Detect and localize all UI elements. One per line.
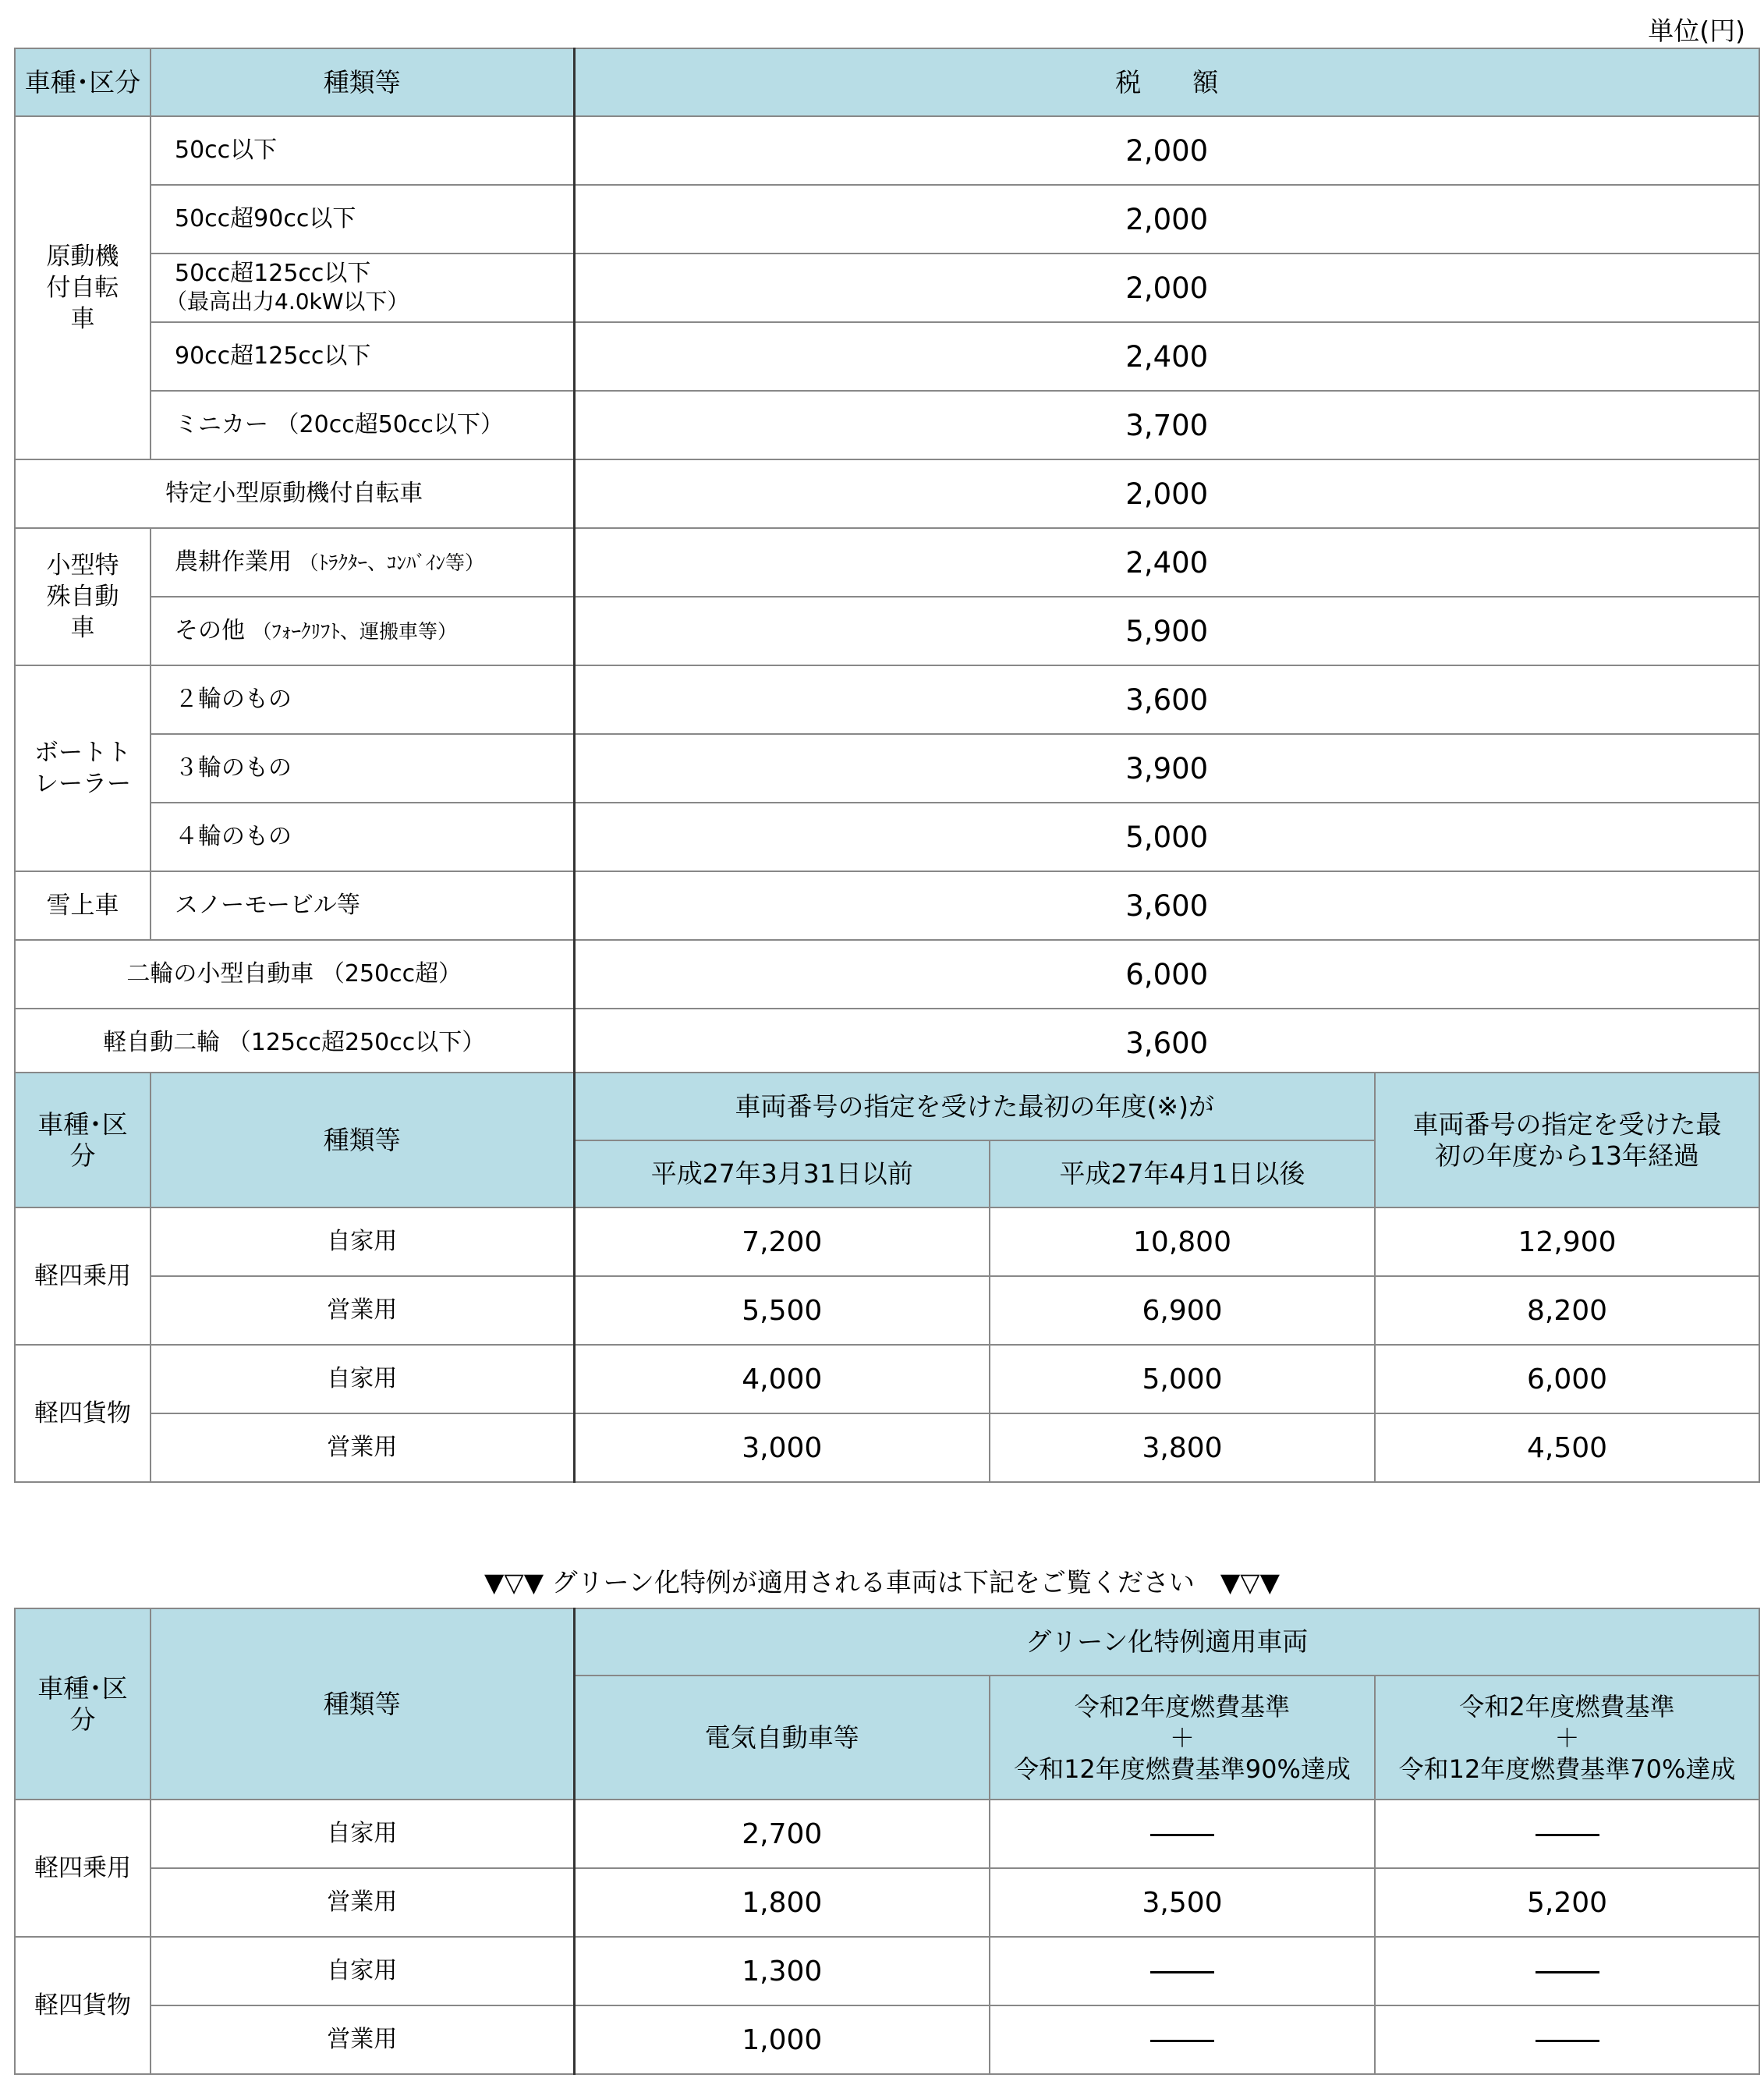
value-before: 4,000 <box>574 1345 990 1413</box>
value-c70 <box>1375 1800 1759 1868</box>
row-type-note: （最高出力4.0kW以下） <box>165 289 409 314</box>
value-over13: 12,900 <box>1375 1207 1759 1276</box>
group-cargo: 軽四貨物 <box>15 1345 151 1482</box>
value-ev: 1,300 <box>574 1937 990 2005</box>
value-c90 <box>990 2005 1375 2074</box>
table-row <box>15 803 1759 871</box>
group-cargo: 軽四貨物 <box>15 1937 151 2074</box>
row-value: 2,000 <box>574 116 1759 185</box>
row-type: 営業用 <box>151 1868 574 1937</box>
value-over13: 6,000 <box>1375 1345 1759 1413</box>
row-type: スノーモービル等 <box>151 871 574 940</box>
row-type: 特定小型原動機付自転車 <box>15 459 574 528</box>
group-special: 小型特殊自動車 <box>15 528 151 665</box>
row-value: 2,000 <box>574 254 1759 322</box>
header-tax: 税 額 <box>574 48 1759 116</box>
row-value: 2,400 <box>574 322 1759 391</box>
row-type: 50cc以下 <box>151 116 574 185</box>
group-passenger: 軽四乗用 <box>15 1207 151 1345</box>
table-row <box>15 322 1759 391</box>
row-type: 営業用 <box>151 2005 574 2074</box>
row-type: 90cc超125cc以下 <box>151 322 574 391</box>
group-passenger: 軽四乗用 <box>15 1800 151 1937</box>
row-value: 2,000 <box>574 185 1759 254</box>
dash-mark <box>1150 2040 1214 2042</box>
value-c90: 3,500 <box>990 1868 1375 1937</box>
row-value: 5,000 <box>574 803 1759 871</box>
row-value: 2,400 <box>574 528 1759 597</box>
value-ev: 2,700 <box>574 1800 990 1868</box>
row-type: ２輪のもの <box>151 665 574 734</box>
dash-mark <box>1150 1971 1214 1973</box>
table-row <box>15 1345 1759 1413</box>
row-value: 5,900 <box>574 597 1759 665</box>
table-row <box>15 459 1759 528</box>
table-row <box>15 1413 1759 1482</box>
header-ev: 電気自動車等 <box>574 1676 990 1800</box>
row-type <box>151 254 574 322</box>
table-row <box>15 1207 1759 1276</box>
row-value: 3,600 <box>574 871 1759 940</box>
value-c90 <box>990 1800 1375 1868</box>
header-col90: 令和2年度燃費基準 ＋ 令和12年度燃費基準90%達成 <box>990 1676 1375 1800</box>
table-header-row <box>15 1073 1759 1140</box>
value-c90 <box>990 1937 1375 2005</box>
value-ev: 1,800 <box>574 1868 990 1937</box>
row-type: 自家用 <box>151 1800 574 1868</box>
header-category: 車種･区分 <box>15 1608 151 1800</box>
row-value: 2,000 <box>574 459 1759 528</box>
row-type: ３輪のもの <box>151 734 574 803</box>
row-type: ４輪のもの <box>151 803 574 871</box>
table-row <box>15 2005 1759 2074</box>
header-before: 平成27年3月31日以前 <box>574 1140 990 1207</box>
dash-mark <box>1536 1834 1599 1836</box>
table-row <box>15 528 1759 597</box>
table-row <box>15 391 1759 459</box>
table-row <box>15 871 1759 940</box>
table-header-row <box>15 48 1759 116</box>
tax-table-kei-cars <box>14 1072 1760 1483</box>
row-value: 3,700 <box>574 391 1759 459</box>
row-type: 自家用 <box>151 1345 574 1413</box>
row-type: 50cc超90cc以下 <box>151 185 574 254</box>
header-category: 車種･区分 <box>15 48 151 116</box>
value-after: 5,000 <box>990 1345 1375 1413</box>
value-before: 5,500 <box>574 1276 990 1345</box>
row-type: 営業用 <box>151 1276 574 1345</box>
table-header-row <box>15 1608 1759 1676</box>
header-first-year: 車両番号の指定を受けた最初の年度(※)が <box>574 1073 1375 1140</box>
header-green: グリーン化特例適用車両 <box>574 1608 1759 1676</box>
value-before: 3,000 <box>574 1413 990 1482</box>
header-col70: 令和2年度燃費基準 ＋ 令和12年度燃費基準70%達成 <box>1375 1676 1759 1800</box>
row-type: 営業用 <box>151 1413 574 1482</box>
dash-mark <box>1536 1971 1599 1973</box>
table-row <box>15 116 1759 185</box>
table-row <box>15 185 1759 254</box>
table-row <box>15 940 1759 1009</box>
table-row <box>15 665 1759 734</box>
value-after: 3,800 <box>990 1413 1375 1482</box>
table-row <box>15 1868 1759 1937</box>
table-row <box>15 1937 1759 2005</box>
row-value: 3,600 <box>574 665 1759 734</box>
table-row <box>15 734 1759 803</box>
row-type: 軽自動二輪 （125cc超250cc以下） <box>15 1009 574 1077</box>
group-snow: 雪上車 <box>15 871 151 940</box>
value-before: 7,200 <box>574 1207 990 1276</box>
dash-mark <box>1536 2040 1599 2042</box>
group-moped: 原動機付自転車 <box>15 116 151 459</box>
table-row <box>15 1800 1759 1868</box>
value-ev: 1,000 <box>574 2005 990 2074</box>
row-value: 3,600 <box>574 1009 1759 1077</box>
value-over13: 8,200 <box>1375 1276 1759 1345</box>
green-notice: ▼▽▼ グリーン化特例が適用される車両は下記をご覧ください ▼▽▼ <box>484 1567 1280 1598</box>
tax-table-motorcycles <box>14 48 1760 1078</box>
row-type: ミニカー （20cc超50cc以下） <box>151 391 574 459</box>
header-after: 平成27年4月1日以後 <box>990 1140 1375 1207</box>
value-after: 10,800 <box>990 1207 1375 1276</box>
row-type: 自家用 <box>151 1937 574 2005</box>
row-type: 二輪の小型自動車 （250cc超） <box>15 940 574 1009</box>
header-type: 種類等 <box>151 48 574 116</box>
header-type: 種類等 <box>151 1608 574 1800</box>
row-value: 3,900 <box>574 734 1759 803</box>
value-over13: 4,500 <box>1375 1413 1759 1482</box>
dash-mark <box>1150 1834 1214 1836</box>
header-over13: 車両番号の指定を受けた最初の年度から13年経過 <box>1375 1073 1759 1207</box>
value-c70 <box>1375 1937 1759 2005</box>
table-row <box>15 1009 1759 1077</box>
row-type: その他 （ﾌｫｰｸﾘﾌﾄ、運搬車等） <box>151 597 574 665</box>
group-boat: ボートトレーラー <box>15 665 151 871</box>
value-after: 6,900 <box>990 1276 1375 1345</box>
table-row <box>15 254 1759 322</box>
tax-table-green <box>14 1608 1760 2075</box>
value-c70 <box>1375 2005 1759 2074</box>
row-type: 自家用 <box>151 1207 574 1276</box>
value-c70: 5,200 <box>1375 1868 1759 1937</box>
row-type-main: 50cc超125cc以下 <box>175 260 371 287</box>
unit-label: 単位(円) <box>1648 16 1745 46</box>
table-row <box>15 1276 1759 1345</box>
table-row <box>15 597 1759 665</box>
header-category: 車種･区分 <box>15 1073 151 1207</box>
header-type: 種類等 <box>151 1073 574 1207</box>
row-type: 農耕作業用 （ﾄﾗｸﾀｰ、ｺﾝﾊﾞｲﾝ等） <box>151 528 574 597</box>
row-value: 6,000 <box>574 940 1759 1009</box>
